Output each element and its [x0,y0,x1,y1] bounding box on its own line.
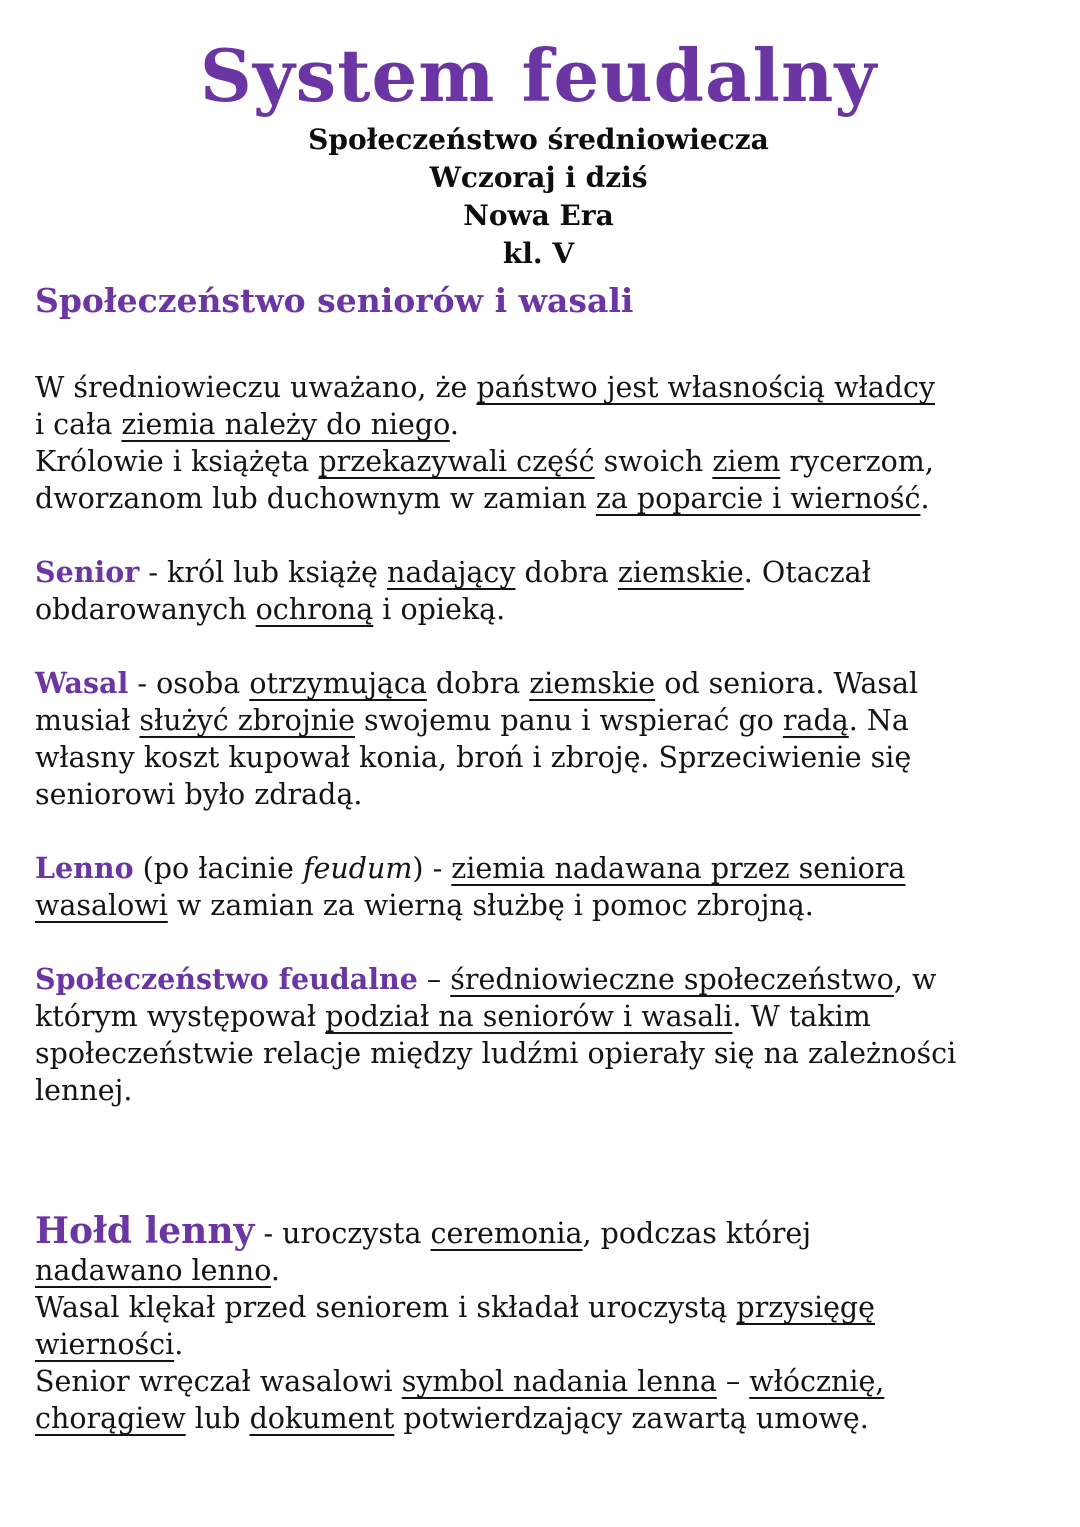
text-run-plain: , w [893,963,937,997]
text-run-term: Społeczeństwo feudalne [35,962,418,997]
text-run-u: za poparcie i wierność [595,482,921,516]
text-run-plain: którym występował [35,1000,326,1034]
paragraph-wasal-definition [35,665,1042,813]
text-run-u: ziemia nadawana przez seniora [451,852,906,886]
text-run-plain: dobra [515,556,618,590]
text-run-plain: w zamian za wierną służbę i pomoc zbrojną. [167,889,814,923]
subtitle-series: Wczoraj i dziś [429,161,648,195]
text-run-plain: musiał [35,704,140,738]
text-run-term: Wasal [35,666,129,701]
text-run-u: symbol nadania lenna [401,1365,717,1399]
page-title: System feudalny [199,33,878,118]
subtitle-publisher: Nowa Era [463,199,614,233]
text-run-plain: i cała [35,408,122,442]
text-run-plain: lennej. [35,1074,133,1108]
text-run-plain: Wasal klękał przed seniorem i składał uroczystą [35,1291,737,1325]
text-run-plain: . Otaczał [743,556,871,590]
paragraph-hold-lenny-definition [35,1210,1042,1437]
text-run-plain: swoich [594,445,713,479]
text-run-u: włócznię, [749,1365,885,1399]
text-run-plain: - uroczysta [254,1217,431,1251]
text-run-u: ziemskie [617,556,744,590]
text-run-plain: – [716,1365,750,1399]
text-run-plain: . Na [848,704,909,738]
paragraph-intro [35,369,1042,517]
text-run-term: Senior [35,555,140,590]
text-run-plain: seniorowi było zdradą. [35,778,363,812]
text-run-plain: i opieką. [373,593,506,627]
text-run-plain: lub [185,1402,250,1436]
text-run-u: dokument [249,1402,395,1436]
text-run-u: chorągiew [35,1402,186,1436]
text-run-u: nadający [387,556,516,590]
text-run-i: feudum [302,852,413,886]
text-run-plain: obdarowanych [35,593,256,627]
text-run-plain: . [449,408,459,442]
text-run-plain: - król lub książę [139,556,387,590]
text-run-plain: Królowie i książęta [35,445,319,479]
text-run-plain: swojemu panu i wspierać go [355,704,783,738]
text-run-u: podział na seniorów i wasali [325,1000,733,1034]
text-run-plain: rycerzom, [780,445,934,479]
text-run-plain: , podczas której [582,1217,812,1251]
text-run-plain: społeczeństwie relacje między ludźmi opierały się na zależności [35,1037,957,1071]
text-run-term-lg: Hołd lenny [35,1210,255,1253]
text-run-u: wierności [35,1328,175,1362]
section-heading: Społeczeństwo seniorów i wasali [35,281,634,321]
text-run-plain: dworzanom lub duchownym w zamian [35,482,596,516]
text-run-u: nadawano lenno [35,1254,271,1288]
text-run-u: państwo jest własnością władcy [476,371,936,405]
text-run-plain: ) - [412,852,452,886]
paragraph-spoleczenstwo-feudalne-definition [35,961,1042,1109]
text-run-u: ochroną [255,593,374,627]
text-run-u: ziemskie [529,667,656,701]
text-run-u: średniowieczne społeczeństwo [450,963,894,997]
text-run-plain: od seniora. Wasal [655,667,919,701]
subtitle-class: kl. V [502,237,575,271]
text-run-u: ziemia należy do niego [121,408,450,442]
text-run-plain: - osoba [128,667,250,701]
paragraph-lenno-definition [35,850,1042,924]
text-run-plain: własny koszt kupował konia, broń i zbroję. Sprzeciwienie się [35,741,912,775]
text-run-u: służyć zbrojnie [139,704,355,738]
text-run-term: Lenno [35,851,134,886]
text-run-u: przekazywali część [318,445,595,479]
text-run-plain: Senior wręczał wasalowi [35,1365,402,1399]
text-run-u: otrzymująca [249,667,427,701]
text-run-plain: . W takim [732,1000,871,1034]
text-run-plain: – [417,963,451,997]
text-run-u: przysięgę [736,1291,876,1325]
text-run-plain: W średniowieczu uważano, że [35,371,477,405]
text-run-plain: . [174,1328,184,1362]
paragraph-senior-definition [35,554,1042,628]
text-run-plain: dobra [426,667,530,701]
text-run-u: wasalowi [35,889,168,923]
text-run-plain: potwierdzający zawartą umowę. [394,1402,869,1436]
text-run-u: ceremonia [430,1217,583,1251]
subtitle-textbook: Społeczeństwo średniowiecza [308,123,769,157]
text-run-u: radą [782,704,849,738]
text-run-u: ziem [712,445,781,479]
text-run-plain: (po łacinie [133,852,303,886]
text-run-plain: . [270,1254,280,1288]
text-run-plain: . [920,482,930,516]
